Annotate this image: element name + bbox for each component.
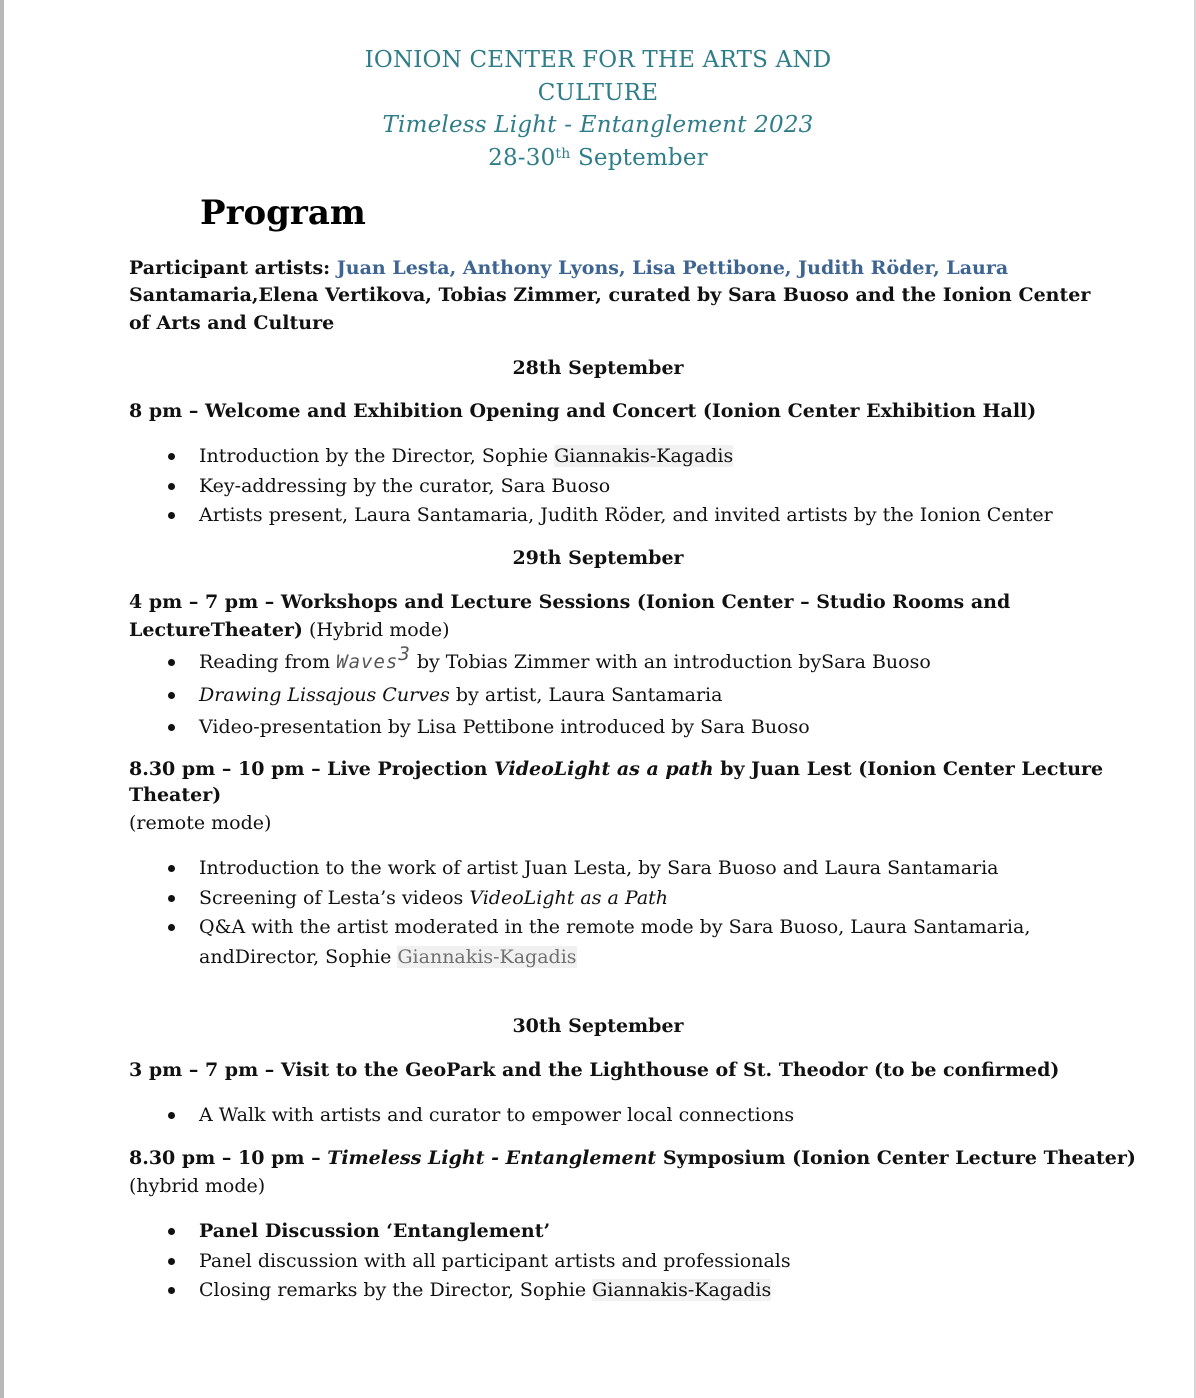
day2-event1-mode: (Hybrid mode) [302,619,450,641]
list-item: Introduction to the work of artist Juan Lesta, by Sara Buoso and Laura Santamaria [165,854,1030,884]
day3-event2-list [165,1217,791,1306]
header-subtitle: Timeless Light - Entanglement 2023 [382,112,814,138]
day2-event1-heading-line1: 4 pm – 7 pm – Workshops and Lecture Sessions (Ionion Center – Studio Rooms and [129,591,1011,613]
participants-label: Participant artists: [129,257,337,279]
header-dates-month: September [570,145,708,171]
heading-text: 8.30 pm – 10 pm – [129,1147,328,1169]
header-title-line2: CULTURE [537,80,659,106]
heading-text: by Juan Lest (Ionion Center Lecture [713,758,1104,780]
day2-event1-heading-line2 [129,617,450,645]
participants-line3: of Arts and Culture [129,312,335,334]
list-item [165,643,931,679]
day2-event2-mode: (remote mode) [129,812,272,834]
list-item [165,442,1053,472]
header-title-line1: IONION CENTER FOR THE ARTS AND [364,47,832,73]
header-dates-sup: th [555,146,571,162]
day2-event1-list [165,643,931,744]
list-item [165,1276,791,1306]
list-item-text: Introduction by the Director, Sophie [199,445,555,467]
day1-event1-list [165,442,1053,531]
participants-names-1: Juan Lesta, Anthony Lyons, Lisa Pettibone, Judith Röder, Laura [336,257,1009,279]
list-item [165,884,1030,914]
day3-title: 30th September [512,1015,684,1037]
day1-title: 28th September [512,357,684,379]
participants-line1 [129,255,1008,283]
header-dates-start: 28-30 [488,145,556,171]
director-name: Giannakis-Kagadis [554,445,734,467]
director-name: Giannakis-Kagadis [397,945,577,968]
list-item-text: Screening of Lesta’s videos [199,886,470,909]
window-left-edge [0,0,4,1398]
list-item-text: andDirector, Sophie [199,945,398,968]
list-item [165,679,931,712]
work-title: Drawing Lissajous Curves [199,683,450,706]
day2-event2-heading-line1 [129,756,1103,784]
header-dates [0,142,1196,174]
list-item-text: Q&A with the artist moderated in the remote mode by Sara Buoso, Laura Santamaria, [199,916,1031,938]
list-item: Key-addressing by the curator, Sara Buoso [165,472,1053,502]
day3-event1-list [165,1101,794,1131]
work-title: Waves [336,651,399,673]
day2-title: 29th September [512,547,684,569]
day2-event2-list [165,854,1030,970]
list-item-text: Reading from [199,651,337,673]
list-item: Video-presentation by Lisa Pettibone introduced by Sara Buoso [165,711,931,744]
program-title: Program [200,193,366,233]
list-item: Panel Discussion ‘Entanglement’ [165,1217,791,1247]
day1-event1-heading: 8 pm – Welcome and Exhibition Opening and Concert (Ionion Center Exhibition Hall) [129,400,1037,422]
heading-text: 8.30 pm – 10 pm – Live Projection [129,758,495,780]
work-title: VideoLight as a Path [469,886,669,909]
director-name: Giannakis-Kagadis [592,1279,772,1301]
list-item [165,913,1030,970]
work-title-sup: 3 [398,643,411,665]
list-item-text: Closing remarks by the Director, Sophie [199,1279,593,1301]
participants-line2: Santamaria,Elena Vertikova, Tobias Zimmer, curated by Sara Buoso and the Ionion Center [129,284,1091,306]
day3-event1-heading: 3 pm – 7 pm – Visit to the GeoPark and the Lighthouse of St. Theodor (to be confirmed) [129,1059,1060,1081]
work-title: Timeless Light - Entanglement [327,1147,657,1169]
day2-event2-heading-line2: Theater) [129,784,222,806]
list-item-text: by Tobias Zimmer with an introduction bySara Buoso [410,651,931,673]
day3-event2-mode: (hybrid mode) [129,1175,266,1197]
day3-event2-heading-line1 [129,1145,1136,1173]
list-item-text: by artist, Laura Santamaria [449,683,723,706]
heading-text: Symposium (Ionion Center Lecture Theater) [656,1147,1136,1169]
list-item: A Walk with artists and curator to empower local connections [165,1101,794,1131]
day2-event1-venue: LectureTheater) [129,619,303,641]
list-item: Artists present, Laura Santamaria, Judith Röder, and invited artists by the Ionion Center [165,501,1053,531]
list-item: Panel discussion with all participant artists and professionals [165,1247,791,1277]
work-title: VideoLight as a path [494,758,714,780]
